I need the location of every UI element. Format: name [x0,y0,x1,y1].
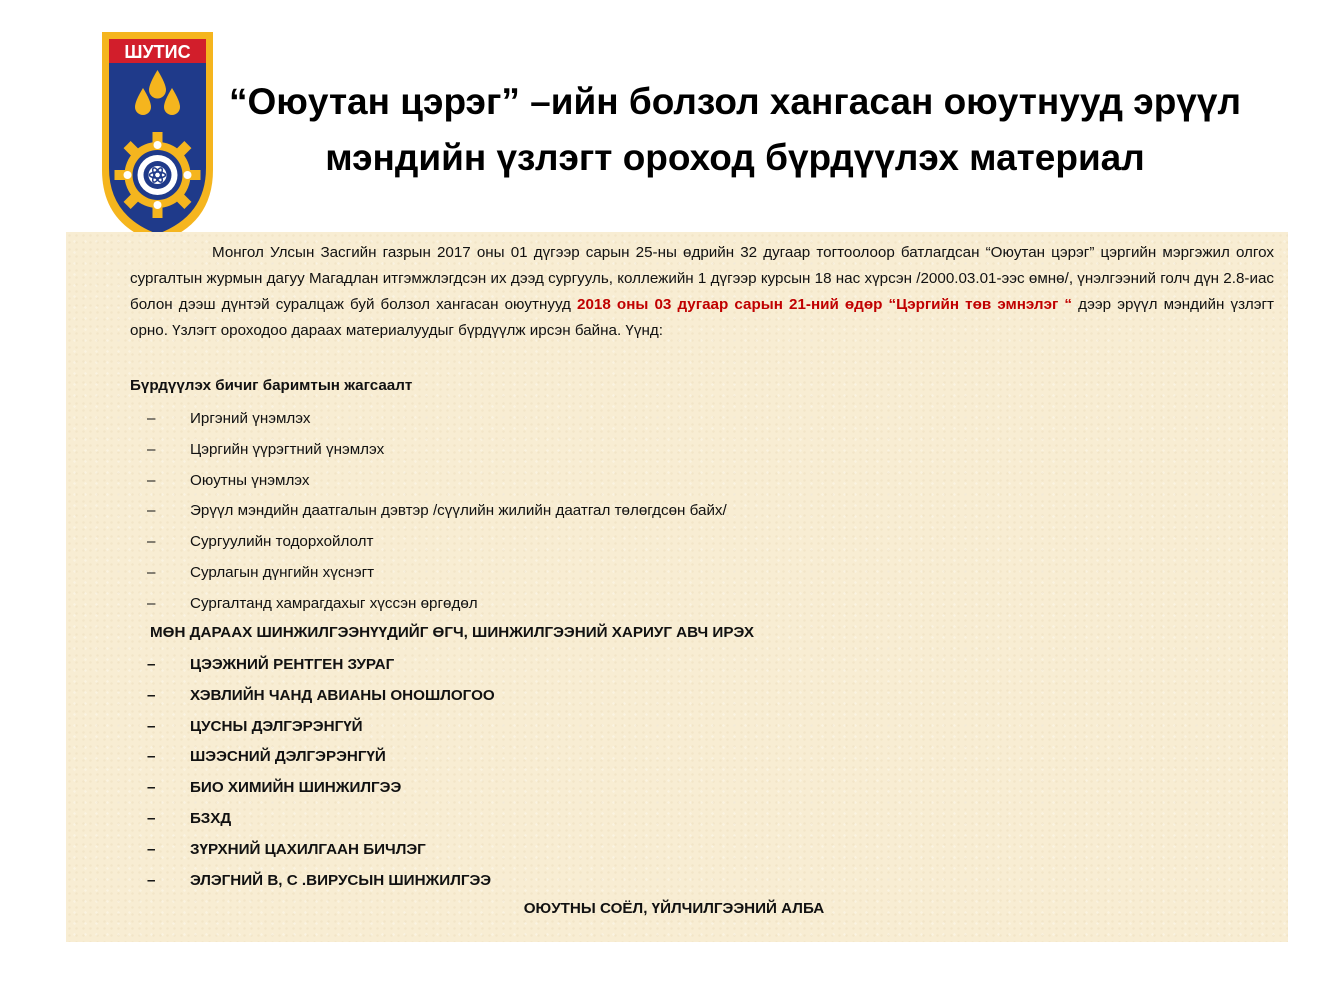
shield-emblem-icon [100,30,215,245]
title-line-2: мэндийн үзлэгт ороход бүрдүүлэх материал [325,137,1145,178]
analysis-item: ЗҮРХНИЙ ЦАХИЛГААН БИЧЛЭГ [190,840,426,858]
footer-signature [66,900,1288,917]
dash-marker: – [147,656,156,673]
dash-marker: – [147,809,156,827]
footer-text: ОЮУТНЫ СОЁЛ, ҮЙЛЧИЛГЭЭНИЙ АЛБА [523,900,825,917]
analysis-item: ЭЛЭГНИЙ В, С .ВИРУСЫН ШИНЖИЛГЭЭ [190,871,492,889]
list-item [147,712,495,743]
list-item [147,681,495,712]
list-item [147,835,495,866]
dash-marker: – [147,779,156,797]
list-item [147,650,495,681]
analysis-item: ЦУСНЫ ДЭЛГЭРЭНГҮЙ [190,717,363,735]
dash-marker: – [147,471,156,489]
dash-marker: – [147,686,156,704]
analysis-item: ЦЭЭЖНИЙ РЕНТГЕН ЗУРАГ [190,656,395,673]
list-item [147,496,727,527]
list-item [147,742,495,773]
dash-marker: – [147,533,156,551]
dash-marker: – [147,717,156,735]
dash-marker: – [147,410,156,427]
analysis-item: БЗХД [190,809,232,827]
document-item: Сурлагын дүнгийн хүснэгт [190,563,375,581]
dash-marker: – [147,502,156,520]
list-item [147,527,727,558]
document-item: Сургалтанд хамрагдахыг хүссэн өргөдөл [190,594,478,612]
list-item [147,589,727,620]
dash-marker: – [147,748,156,766]
dash-marker: – [147,563,156,581]
list-item [147,866,495,897]
dash-marker: – [147,440,156,458]
analyses-list [147,650,495,896]
document-item: Сургуулийн тодорхойлолт [190,533,374,551]
document-item: Эрүүл мэндийн даатгалын дэвтэр /сүүлийн жилийн даатгал төлөгдсөн байх/ [190,502,727,520]
logo-text: ШУТИС [124,42,191,62]
list-item [147,558,727,589]
list-item [147,466,727,497]
list-item [147,804,495,835]
intro-text-after: дээр эрүүл мэндийн үзлэгт орно. Үзлэгт ороходоо дараах материалуудыг бүрдүүлж ирсэн байна. Үүнд: [130,296,1275,339]
intro-paragraph [130,240,1274,344]
document-item: Оюутны үнэмлэх [190,471,310,489]
list-item [147,435,727,466]
document-item: Иргэний үнэмлэх [190,410,311,427]
intro-text-before: Монгол Улсын Засгийн газрын 2017 оны 01 дүгээр сарын 25-ны өдрийн 32 дугаар тогтоолоор батлагдсан “Оюутан цэрэг” цэргийн мэргэжил олгох сургалтын журмын дагуу Магадлан итгэмжлэгдсэн их дээд сургууль, коллежийн 1 дүгээр курсын 18 нас хүрсэн /2000.03.01-ээс өмнө/, үнэлгээний голч дүн 2.8-иас болон дээш дүнтэй суралцаж буй болзол хангасан оюутнууд [130,244,1274,313]
dash-marker: – [147,594,156,612]
university-logo [100,30,215,245]
documents-heading: Бүрдүүлэх бичиг баримтын жагсаалт [130,377,413,394]
documents-list [147,404,727,620]
intro-highlight: 2018 оны 03 дугаар сарын 21-ний өдөр “Цэргийн төв эмнэлэг “ [577,296,1073,313]
analysis-item: ХЭВЛИЙН ЧАНД АВИАНЫ ОНОШЛОГОО [190,686,495,704]
document-item: Цэргийн үүрэгтний үнэмлэх [190,440,385,458]
dash-marker: – [147,840,156,858]
list-item [147,773,495,804]
analysis-item: БИО ХИМИЙН ШИНЖИЛГЭЭ [190,779,402,797]
dash-marker: – [147,871,156,889]
analyses-heading: МӨН ДАРААХ ШИНЖИЛГЭЭНҮҮДИЙГ ӨГЧ, ШИНЖИЛГЭЭНИЙ ХАРИУГ АВЧ ИРЭХ [150,624,755,641]
page-title [215,74,1255,186]
list-item [147,404,727,435]
title-line-1: “Оюутан цэрэг” –ийн болзол хангасан оюутнууд эрүүл [229,81,1241,122]
analysis-item: ШЭЭСНИЙ ДЭЛГЭРЭНГҮЙ [190,748,386,766]
